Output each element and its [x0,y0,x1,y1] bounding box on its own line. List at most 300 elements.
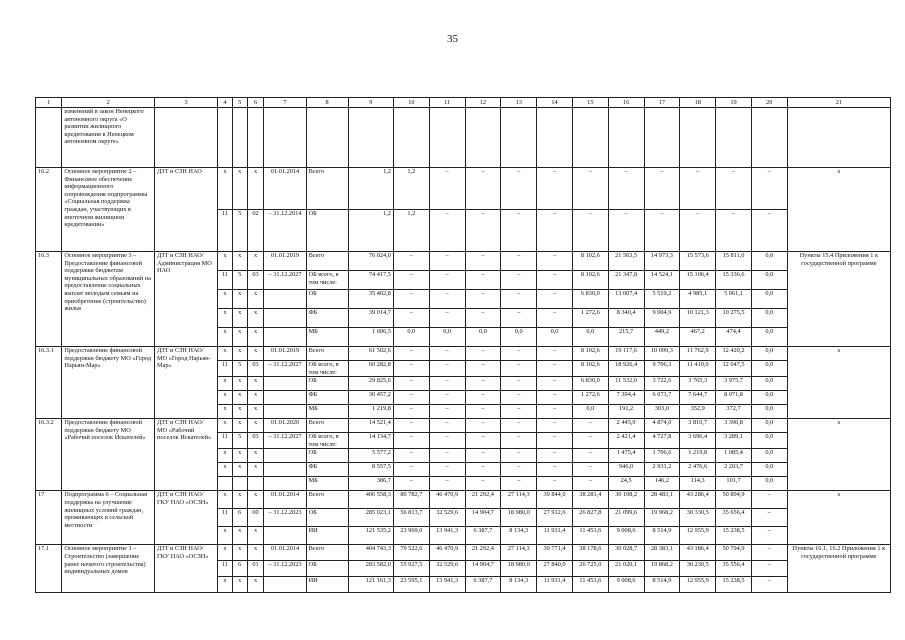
period-cell [264,463,306,477]
value-cell: 35 402,8 [348,290,393,309]
code-cell: x [232,419,247,433]
column-number-header: 1 [36,98,62,108]
value-cell: 8 514,9 [644,577,680,593]
value-cell: 8 102,6 [572,347,608,361]
value-cell: 215,7 [608,328,644,347]
column-number-header: 20 [751,98,787,108]
value-cell: 406 558,3 [348,491,393,509]
value-cell: – [465,309,501,328]
value-cell: 8 514,9 [644,527,680,545]
value-cell: 1 219,8 [680,449,716,463]
value-cell: 0,0 [751,405,787,419]
column-number-header: 19 [716,98,752,108]
value-cell: 0,0 [751,391,787,405]
value-cell: 10 121,3 [680,309,716,328]
value-cell: – [465,210,501,252]
funding-source-cell: Всего [306,168,348,210]
value-cell: 21 099,6 [608,509,644,527]
value-cell: 1,2 [348,168,393,210]
value-cell: – [716,168,752,210]
value-cell: 27 840,0 [537,561,573,577]
value-cell: 9 004,9 [644,309,680,328]
value-cell: – [751,577,787,593]
item-executor [154,108,217,168]
value-cell: 15 336,6 [716,271,752,290]
value-cell: 0,0 [751,433,787,449]
column-number-header: 6 [247,98,264,108]
value-cell: – [501,433,537,449]
value-cell: 21 292,4 [465,545,501,561]
code-cell: x [218,449,233,463]
code-cell: x [232,328,247,347]
value-cell: 0,0 [751,271,787,290]
value-cell: 8 557,5 [348,463,393,477]
period-cell [264,391,306,405]
value-cell: 3 390,8 [716,419,752,433]
item-reference [787,108,890,168]
value-cell: 6 073,7 [644,391,680,405]
value-cell: 46 470,9 [429,545,465,561]
value-cell: 467,2 [680,328,716,347]
value-cell: 191,2 [608,405,644,419]
value-cell: – [716,210,752,252]
value-cell: 8 102,6 [572,252,608,271]
value-cell: 2 476,6 [680,463,716,477]
value-cell: – [537,290,573,309]
value-cell: 50 794,9 [716,545,752,561]
value-cell: 11 453,6 [572,577,608,593]
value-cell: – [537,433,573,449]
funding-source-cell: Всего [306,252,348,271]
table-row [36,108,891,168]
value-cell: 32 529,6 [429,561,465,577]
code-cell: 11 [218,210,233,252]
value-cell: 8 071,8 [716,391,752,405]
code-cell: x [232,527,247,545]
value-cell: 21 020,1 [608,561,644,577]
value-cell: 14 524,1 [644,271,680,290]
value-cell: – [429,477,465,491]
value-cell: 15 238,5 [716,527,752,545]
item-name: Основное мероприятие 2 – Финансовое обеспечение информационного сопровождения подпрограммы «Социальная поддержка граждан, участвующих в ипотечном жилищном кредитовании» [62,168,155,252]
value-cell: – [644,168,680,210]
value-cell: 11 931,4 [537,577,573,593]
value-cell: 74 417,5 [348,271,393,290]
code-cell: x [232,347,247,361]
value-cell: 11 410,0 [680,361,716,377]
value-cell: – [429,309,465,328]
value-cell: 0,0 [393,328,429,347]
column-number-header: 11 [429,98,465,108]
value-cell: – [501,252,537,271]
period-cell: 01.01.2020 [264,419,306,433]
column-number-header: 8 [306,98,348,108]
value-cell: – [501,449,537,463]
value-cell: 39 844,0 [537,491,573,509]
table-row [36,419,891,433]
item-executor: ДЗТ и СЗН НАО/ ГКУ НАО «ОСЗН» [154,491,217,545]
funding-source-cell: ОБ [306,377,348,391]
code-cell: x [247,252,264,271]
item-reference: x [787,491,890,545]
value-cell: – [429,419,465,433]
value-cell: – [680,168,716,210]
item-number: 16.3.1 [36,347,62,419]
value-cell: 1,2 [393,168,429,210]
value-cell: – [537,449,573,463]
period-cell: 01.01.2019 [264,252,306,271]
value-cell: – [572,477,608,491]
value-cell: – [393,405,429,419]
value-cell: 30 457,2 [348,391,393,405]
value-cell: 14 904,7 [465,561,501,577]
value-cell: – [751,168,787,210]
value-cell: 7 394,4 [608,391,644,405]
value-cell: 15 106,4 [680,271,716,290]
code-cell [247,477,264,491]
value-cell: – [429,290,465,309]
code-cell [218,477,233,491]
value-cell: 19 968,2 [644,509,680,527]
value-cell: – [501,463,537,477]
value-cell: – [429,347,465,361]
value-cell: 1 606,5 [348,328,393,347]
value-cell: – [429,271,465,290]
code-cell: x [218,168,233,210]
value-cell: 35 556,4 [716,561,752,577]
value-cell: 38 178,6 [572,545,608,561]
value-cell: – [393,347,429,361]
item-executor: ДЗТ и СЗН НАО/ ГКУ НАО «ОСЗН» [154,545,217,593]
value-cell: 11 762,9 [680,347,716,361]
value-cell: 32 529,6 [429,509,465,527]
item-number: 16.2 [36,168,62,252]
value-cell: – [465,449,501,463]
value-cell: 7 644,7 [680,391,716,405]
value-cell: 23 595,1 [393,577,429,593]
value-cell: 0,0 [429,328,465,347]
code-cell: x [218,309,233,328]
value-cell: 121 535,2 [348,527,393,545]
value-cell: 27 114,3 [501,491,537,509]
value-cell: – [393,361,429,377]
value-cell: 4 727,8 [644,433,680,449]
value-cell: – [644,210,680,252]
value-cell: 0,0 [751,252,787,271]
code-cell: x [232,377,247,391]
code-cell: x [247,463,264,477]
code-cell: 5 [232,361,247,377]
column-number-header: 2 [62,98,155,108]
value-cell: – [501,210,537,252]
item-name: Предоставление финансовой поддержки бюджету МО «Город Нарьян-Мар» [62,347,155,419]
period-cell: 01.01.2014 [264,491,306,509]
table-body [36,98,891,593]
funding-source-cell: МБ [306,328,348,347]
value-cell: 3 289,1 [716,433,752,449]
code-cell: x [232,252,247,271]
value-cell: – [751,491,787,509]
code-cell: 02 [247,210,264,252]
value-cell: 12 047,5 [716,361,752,377]
value-cell: – [501,347,537,361]
period-cell: – 31.12.2014 [264,210,306,252]
value-cell: 0,0 [751,419,787,433]
table-row [36,545,891,561]
funding-source-cell: ФБ [306,463,348,477]
code-cell: 03 [247,271,264,290]
value-cell: – [393,252,429,271]
value-cell: – [393,309,429,328]
value-cell: 24,5 [608,477,644,491]
value-cell: 12 955,9 [680,577,716,593]
value-cell: – [465,433,501,449]
value-cell: – [393,433,429,449]
value-cell: 27 912,6 [537,509,573,527]
item-executor: ДЗТ и СЗН НАО [154,168,217,252]
value-cell: 3 696,4 [680,433,716,449]
value-cell: – [465,290,501,309]
value-cell: – [465,168,501,210]
table-row [36,252,891,271]
value-cell: 0,0 [751,463,787,477]
value-cell: – [429,463,465,477]
value-cell: – [393,463,429,477]
code-cell: x [247,545,264,561]
item-name: изменений в закон Ненецкого автономного округа «О развитии жилищного кредитования в Ненецком автономном округе» [62,108,155,168]
code-cell: x [247,377,264,391]
value-cell [348,108,393,168]
value-cell [644,108,680,168]
column-number-header: 10 [393,98,429,108]
header-row [36,98,891,108]
value-cell: 9 796,3 [644,361,680,377]
code-cell: x [232,545,247,561]
funding-source-cell: ИИ [306,527,348,545]
value-cell: – [465,377,501,391]
period-cell [264,377,306,391]
value-cell: – [429,252,465,271]
code-cell [232,477,247,491]
value-cell: – [537,271,573,290]
value-cell [465,108,501,168]
value-cell: 0,0 [572,328,608,347]
code-cell: 03 [247,361,264,377]
period-cell: – 31.12.2023 [264,561,306,577]
item-number: 16.3 [36,252,62,347]
code-cell: 11 [218,561,233,577]
value-cell: – [393,449,429,463]
value-cell: 121 161,3 [348,577,393,593]
value-cell: 3 810,7 [680,419,716,433]
value-cell: 6 387,7 [465,577,501,593]
item-name: Предоставление финансовой поддержки бюджету МО «Рабочий поселок Искателей» [62,419,155,491]
value-cell: 146,2 [644,477,680,491]
period-cell [264,328,306,347]
period-cell: – 31.12.2027 [264,271,306,290]
item-reference: x [787,168,890,252]
value-cell [429,108,465,168]
value-cell: – [501,477,537,491]
column-number-header: 18 [680,98,716,108]
funding-source-cell: ОБ [306,449,348,463]
value-cell: 0,0 [751,328,787,347]
item-name: Подпрограмма 6 – Социальная поддержка на улучшение жилищных условий граждан, проживающих в сельской местности [62,491,155,545]
period-cell [264,577,306,593]
value-cell: – [501,405,537,419]
value-cell: – [465,271,501,290]
value-cell: 5 577,2 [348,449,393,463]
value-cell: – [751,545,787,561]
code-cell: 11 [218,509,233,527]
value-cell: – [429,433,465,449]
value-cell: 18 980,0 [501,561,537,577]
period-cell: – 31.12.2023 [264,509,306,527]
funding-source-cell: ОБ всего, в том числе: [306,433,348,449]
value-cell [716,108,752,168]
funding-source-cell: МБ [306,405,348,419]
value-cell: 0,0 [751,347,787,361]
value-cell: – [393,377,429,391]
code-cell: x [247,290,264,309]
value-cell: 61 502,6 [348,347,393,361]
value-cell: – [751,561,787,577]
value-cell: – [572,419,608,433]
period-cell: 01.01.2019 [264,347,306,361]
value-cell: – [465,405,501,419]
code-cell: 5 [232,271,247,290]
table-row [36,168,891,210]
value-cell: – [501,377,537,391]
value-cell: 2 203,7 [716,463,752,477]
value-cell: 0,0 [751,377,787,391]
code-cell: 03 [247,433,264,449]
code-cell: x [218,328,233,347]
period-cell [264,108,306,168]
value-cell: 18 980,0 [501,509,537,527]
value-cell: – [537,361,573,377]
value-cell: – [393,290,429,309]
column-number-header: 3 [154,98,217,108]
value-cell: 11 532,0 [608,377,644,391]
value-cell: – [429,210,465,252]
code-cell: x [247,449,264,463]
item-number: 17.1 [36,545,62,593]
item-reference: x [787,347,890,419]
value-cell: 0,0 [751,477,787,491]
funding-source-cell: ОБ всего, в том числе: [306,271,348,290]
value-cell: – [537,377,573,391]
funding-source-cell: ИИ [306,577,348,593]
value-cell: – [537,168,573,210]
column-number-header: 9 [348,98,393,108]
period-cell [264,309,306,328]
value-cell: 0,0 [751,309,787,328]
value-cell: 1,2 [393,210,429,252]
period-cell [264,449,306,463]
value-cell: 14 134,7 [348,433,393,449]
funding-source-cell: ОБ [306,210,348,252]
column-number-header: 15 [572,98,608,108]
value-cell: 28 483,1 [644,491,680,509]
code-cell: x [218,491,233,509]
value-cell: 15 573,6 [680,252,716,271]
value-cell: – [751,527,787,545]
value-cell: 21 292,4 [465,491,501,509]
code-cell [218,108,233,168]
value-cell: – [465,347,501,361]
value-cell: – [608,210,644,252]
item-reference: Пункты 15.4 Приложения 1 к государственной программе [787,252,890,347]
value-cell: 352,9 [680,405,716,419]
code-cell: x [218,405,233,419]
code-cell: x [218,252,233,271]
value-cell: – [429,377,465,391]
value-cell: – [429,405,465,419]
value-cell: 56 813,7 [393,509,429,527]
value-cell: 14 521,4 [348,419,393,433]
value-cell: 8 134,3 [501,527,537,545]
value-cell: 6 830,0 [572,290,608,309]
value-cell: – [429,361,465,377]
value-cell: 80 782,7 [393,491,429,509]
code-cell: x [247,309,264,328]
funding-source-cell: Всего [306,419,348,433]
value-cell: 14 973,3 [644,252,680,271]
value-cell: 30 230,5 [680,561,716,577]
funding-source-cell: ОБ [306,290,348,309]
funding-source-cell: ФБ [306,309,348,328]
code-cell: x [232,405,247,419]
code-cell: 00 [247,509,264,527]
code-cell [247,108,264,168]
value-cell: – [393,271,429,290]
value-cell: 4 874,0 [644,419,680,433]
value-cell: 0,0 [751,449,787,463]
value-cell: – [537,210,573,252]
value-cell: 1 219,8 [348,405,393,419]
value-cell: 2 445,9 [608,419,644,433]
value-cell: 28 383,1 [644,545,680,561]
value-cell: 5 061,1 [716,290,752,309]
period-cell: 01.01.2014 [264,545,306,561]
value-cell: 114,3 [680,477,716,491]
column-number-header: 5 [232,98,247,108]
code-cell: x [247,491,264,509]
value-cell: 449,2 [644,328,680,347]
item-number [36,108,62,168]
value-cell: 5 519,2 [644,290,680,309]
column-number-header: 7 [264,98,306,108]
code-cell: 5 [232,433,247,449]
value-cell: 8 134,3 [501,577,537,593]
value-cell: 38 281,4 [572,491,608,509]
value-cell: – [465,463,501,477]
value-cell: – [537,391,573,405]
code-cell: x [247,419,264,433]
value-cell: 946,0 [608,463,644,477]
column-number-header: 21 [787,98,890,108]
value-cell: 21 347,8 [608,271,644,290]
item-executor: ДЗТ и СЗН НАО/ МО «Город Нарьян-Мар» [154,347,217,419]
period-cell: – 31.12.2027 [264,361,306,377]
value-cell: 2 421,4 [608,433,644,449]
code-cell: x [247,405,264,419]
period-cell [264,405,306,419]
period-cell: 01.01.2014 [264,168,306,210]
value-cell: 372,7 [716,405,752,419]
value-cell: 2 931,2 [644,463,680,477]
